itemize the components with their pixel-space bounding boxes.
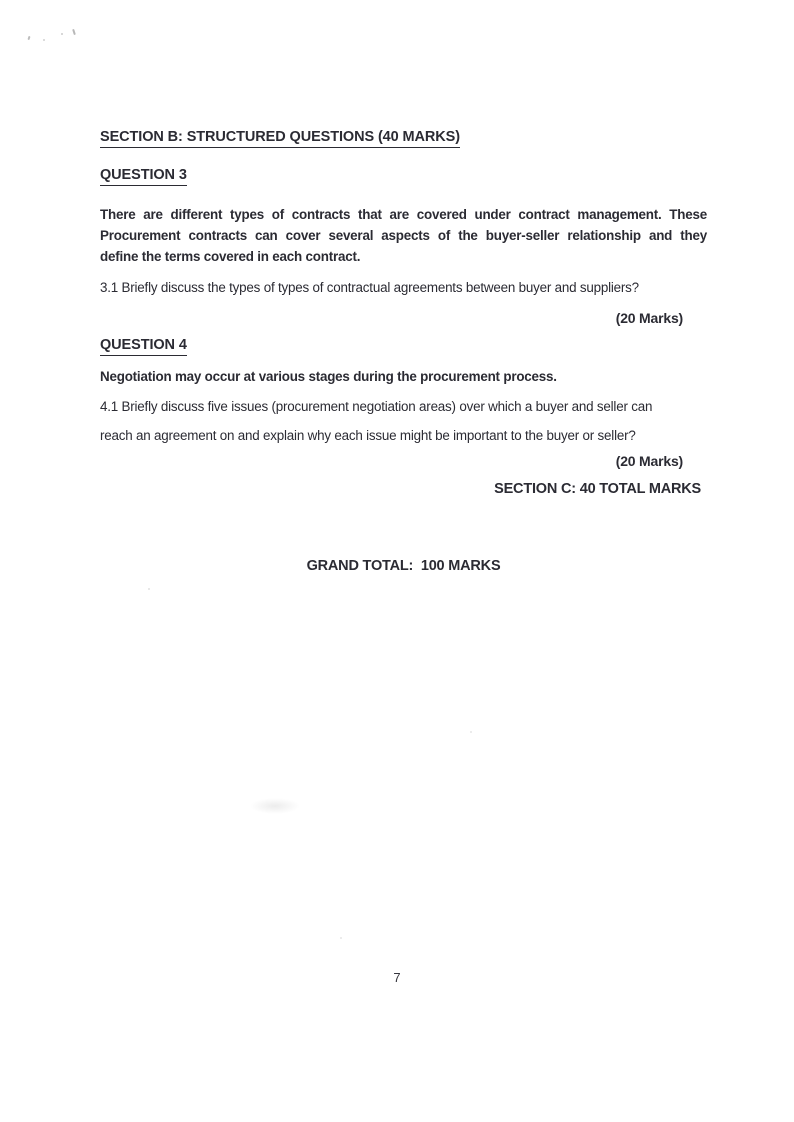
question-4-statement: Negotiation may occur at various stages during the procurement process. — [100, 369, 557, 384]
scan-smudge — [250, 798, 300, 814]
question-3-marks: (20 Marks) — [615, 310, 683, 326]
question-3-1-text: 3.1 Briefly discuss the types of types of contractual agreements between buyer and suppliers? — [100, 280, 639, 295]
scan-speck — [470, 731, 472, 733]
intro-line: There are different types of contracts that are covered under contract management. These — [100, 207, 707, 222]
scan-speck — [61, 33, 63, 35]
question-3-intro — [100, 204, 707, 267]
question-4-1-line: 4.1 Briefly discuss five issues (procurement negotiation areas) over which a buyer and seller can — [100, 399, 653, 414]
grand-total: GRAND TOTAL: 100 MARKS — [306, 558, 501, 574]
scan-speck — [340, 937, 342, 939]
question-4-heading — [100, 336, 707, 356]
section-b-heading-text: SECTION B: STRUCTURED QUESTIONS (40 MARKS) — [100, 128, 460, 148]
question-4-1-line: reach an agreement on and explain why each issue might be important to the buyer or seller? — [100, 427, 636, 443]
question-4-heading-text: QUESTION 4 — [100, 336, 187, 356]
scan-speck — [27, 36, 30, 40]
intro-line: define the terms covered in each contract. — [100, 249, 361, 264]
scan-speck — [148, 588, 150, 590]
section-b-heading — [100, 128, 707, 148]
question-3-heading-text: QUESTION 3 — [100, 166, 187, 186]
scan-speck — [43, 39, 45, 41]
section-c-total: SECTION C: 40 TOTAL MARKS — [494, 481, 701, 497]
question-4-1-text — [100, 393, 707, 450]
intro-line: Procurement contracts can cover several aspects of the buyer-seller relationship and they — [100, 228, 707, 243]
scan-speck — [72, 29, 76, 35]
question-3-heading — [100, 166, 707, 186]
page-number: 7 — [393, 970, 401, 985]
question-4-marks: (20 Marks) — [615, 453, 683, 469]
